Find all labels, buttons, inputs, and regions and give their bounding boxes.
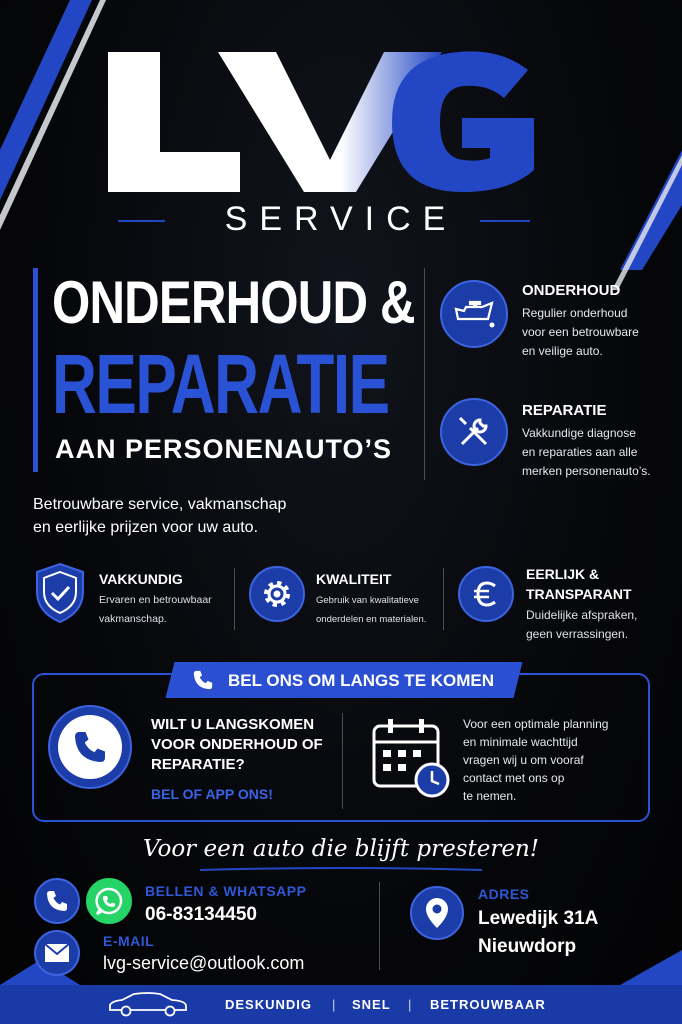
headline-accent-bar [33,268,38,472]
divider [443,568,444,630]
wrench-screwdriver-icon [440,398,508,466]
footer-separator: | [332,997,336,1012]
service-text-onderhoud: Regulier onderhoud voor een betrouwbare en veilige auto. [522,306,639,358]
headline-line1: ONDERHOUD & [52,269,415,336]
oil-can-icon [440,280,508,348]
divider [234,568,235,630]
divider [379,882,380,970]
car-icon [106,990,190,1018]
address-city: Nieuwdorp [478,936,577,957]
feature-text-eerlijk: Duidelijke afspraken, geen verrassingen. [526,608,638,641]
email-address[interactable]: lvg-service@outlook.com [103,953,305,973]
service-title-reparatie: REPARATIE [522,402,607,419]
slogan-underline [200,866,482,874]
email-icon[interactable] [34,930,80,976]
footer-bar [0,985,682,1024]
slogan: Voor een auto die blijft presteren! [142,836,540,862]
gear-icon [249,566,305,622]
logo-subtitle: SERVICE [224,200,458,238]
phone-icon [192,669,214,691]
phone-number[interactable]: 06-83134450 [145,904,257,925]
phone-icon[interactable] [48,705,132,789]
phone-label: BELLEN & WHATSAPP [145,883,307,899]
divider [424,268,425,480]
intro-text: Betrouwbare service, vakmanschap en eerlijke prijzen voor uw auto. [33,496,287,536]
address-label: ADRES [478,886,530,902]
feature-text-vakkundig: Ervaren en betrouwbaar vakmanschap. [99,594,212,625]
email-label: E-MAIL [103,933,155,949]
feature-text-kwaliteit: Gebruik van kwalitatieve onderdelen en materialen. [316,595,427,625]
planning-text: Voor een optimale planning en minimale wachttijd vragen wij u om vooraf contact met ons op te nemen. [463,717,609,803]
call-question: WILT U LANGSKOMEN VOOR ONDERHOUD OF REPARATIE? [151,716,323,773]
headline-line3: AAN PERSONENAUTO’S [55,434,393,464]
call-action[interactable]: BEL OF APP ONS! [151,786,273,802]
location-pin-icon [410,886,464,940]
feature-title-vakkundig: VAKKUNDIG [99,571,183,587]
footer-item-snel: SNEL [352,997,391,1012]
euro-icon [458,566,514,622]
service-title-onderhoud: ONDERHOUD [522,282,621,299]
footer-item-betrouwbaar: BETROUWBAAR [430,997,546,1012]
footer-item-deskundig: DESKUNDIG [225,997,313,1012]
headline-line2: REPARATIE [52,337,389,431]
address-street: Lewedijk 31A [478,908,599,929]
whatsapp-icon[interactable] [86,878,132,924]
call-banner-text: BEL ONS OM LANGS TE KOMEN [228,671,495,690]
phone-icon[interactable] [34,878,80,924]
calendar-clock-icon [370,716,452,800]
divider [342,713,343,809]
shield-check-icon [33,562,87,624]
feature-title-kwaliteit: KWALITEIT [316,571,392,587]
service-text-reparatie: Vakkundige diagnose en reparaties aan alle merken personenauto’s. [522,426,651,478]
footer-separator: | [408,997,412,1012]
feature-title-eerlijk: EERLIJK & TRANSPARANT [526,566,632,602]
